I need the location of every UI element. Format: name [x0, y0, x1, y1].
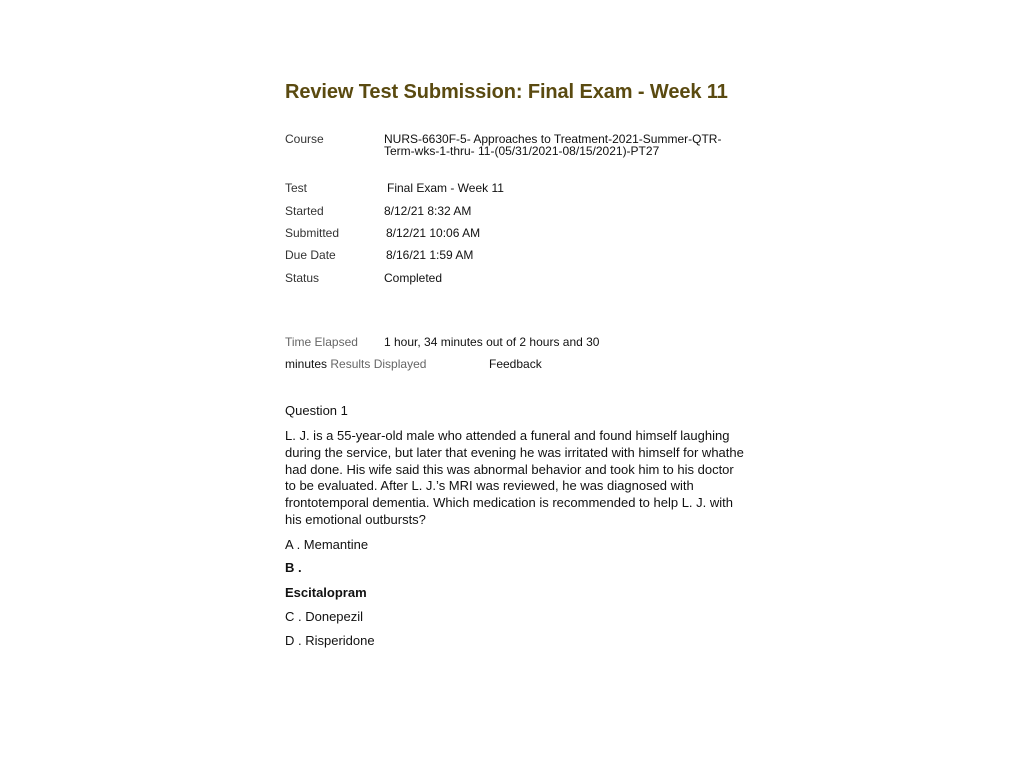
question-text: L. J. is a 55-year-old male who attended a funeral and found himself laughing during the service, but later that evening he was irritated with himself for whathe had done. His wife said this was abnormal behavior and took him to his doctor to be evaluated. After L. J.’s MRI was reviewed, he was diagnosed with frontotemporal dementia. Which medication is recommended to help L. J. with his emotional outbursts? [285, 428, 744, 527]
test-value: Final Exam - Week 11 [387, 181, 504, 195]
due-date-row [285, 249, 755, 263]
submitted-value: 8/12/21 10:06 AM [386, 226, 481, 240]
answer-c: C . Donepezil [285, 609, 364, 624]
submitted-label: Submitted [285, 226, 340, 240]
test-label: Test [285, 181, 308, 195]
review-page [285, 0, 755, 768]
results-displayed-value: Feedback [489, 357, 542, 371]
started-row [285, 205, 755, 219]
started-label: Started [285, 204, 324, 218]
answer-a: A . Memantine [285, 537, 369, 552]
status-label: Status [285, 271, 320, 285]
answer-b-letter: B . [285, 560, 302, 575]
results-displayed-row [285, 358, 755, 370]
due-date-label: Due Date [285, 248, 336, 262]
page-title: Review Test Submission: Final Exam - Week 11 [285, 81, 728, 103]
course-row [285, 132, 755, 158]
time-elapsed-continued: minutes [285, 357, 328, 371]
due-date-value: 8/16/21 1:59 AM [386, 248, 474, 262]
results-displayed-label: Results Displayed [330, 357, 427, 371]
started-value: 8/12/21 8:32 AM [384, 204, 472, 218]
question-heading: Question 1 [285, 403, 348, 418]
time-elapsed-label: Time Elapsed [285, 335, 358, 349]
status-row [285, 272, 755, 286]
course-label: Course [285, 132, 324, 146]
time-elapsed-value: 1 hour, 34 minutes out of 2 hours and 30 [384, 335, 600, 349]
submitted-row [285, 227, 755, 241]
answer-b-text: Escitalopram [285, 585, 367, 600]
test-row [285, 182, 755, 196]
time-elapsed-row [285, 335, 600, 349]
status-value: Completed [384, 271, 443, 285]
answer-d: D . Risperidone [285, 633, 375, 648]
course-value: NURS-6630F-5- Approaches to Treatment-2021-Summer-QTR-Term-wks-1-thru- 11-(05/31/2021-08/15/2021)-PT27 [384, 132, 722, 158]
